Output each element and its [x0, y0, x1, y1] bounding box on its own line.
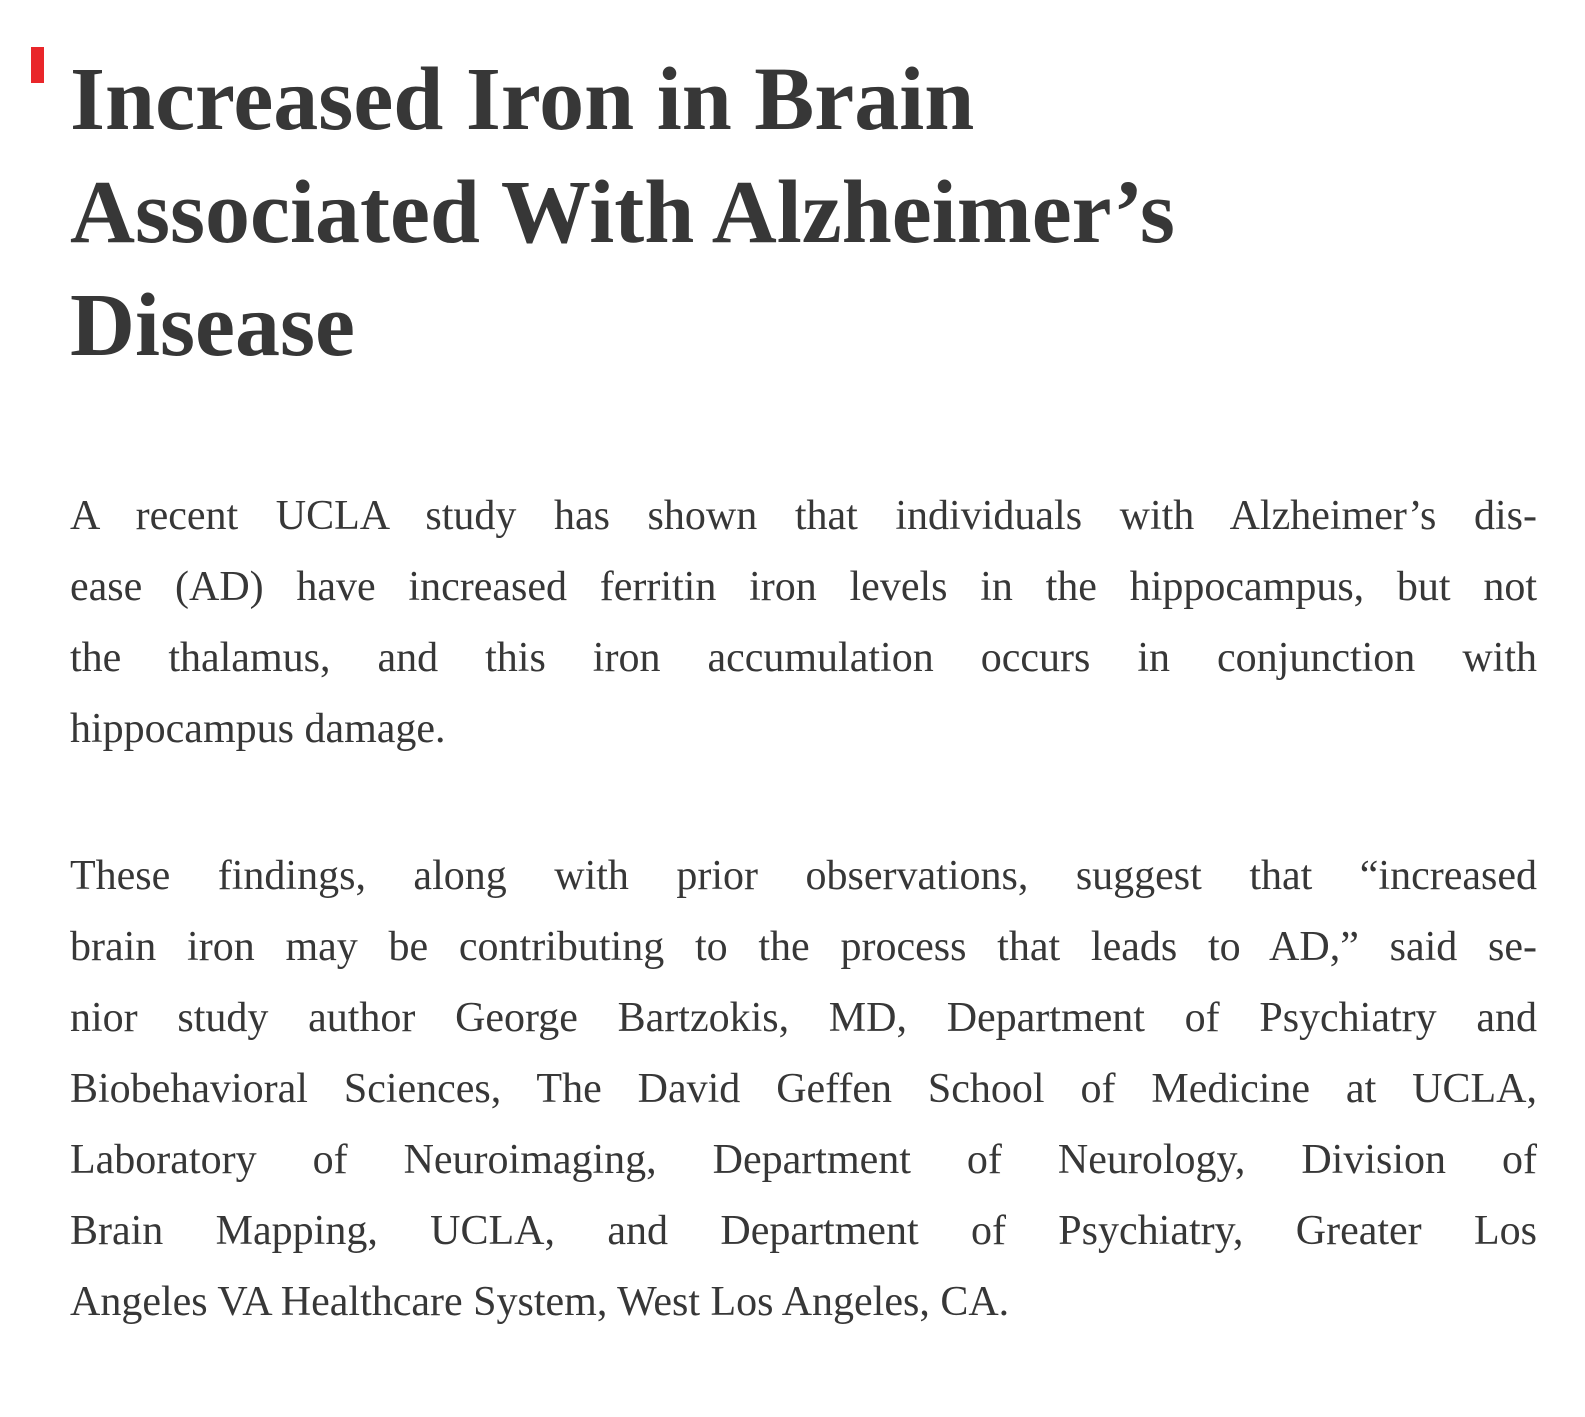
page-title: [70, 43, 1537, 382]
page-title-line: Disease: [70, 276, 355, 375]
page-title-line: Increased Iron in Brain: [70, 50, 975, 149]
text-line: Biobehavioral Sciences, The David Geffen School of Medicine at UCLA,: [70, 1066, 1537, 1112]
paragraph-1: [70, 481, 1537, 765]
accent-bar: [31, 47, 44, 83]
text-line: Laboratory of Neuroimaging, Department of Neurology, Division of: [70, 1137, 1537, 1183]
page-title-line: Associated With Alzheimer’s: [70, 163, 1175, 262]
text-line: Brain Mapping, UCLA, and Department of Psychiatry, Greater Los: [70, 1208, 1537, 1254]
paragraph-2: [70, 841, 1537, 1338]
text-line: the thalamus, and this iron accumulation occurs in conjunction with: [70, 635, 1537, 681]
text-line: ease (AD) have increased ferritin iron levels in the hippocampus, but not: [70, 564, 1537, 610]
article: [0, 43, 1585, 1338]
text-line: hippocampus damage.: [70, 706, 446, 752]
text-line: nior study author George Bartzokis, MD, Department of Psychiatry and: [70, 995, 1537, 1041]
text-line: These findings, along with prior observations, suggest that “increased: [70, 853, 1537, 899]
text-line: A recent UCLA study has shown that individuals with Alzheimer’s dis-: [70, 493, 1537, 539]
text-line: Angeles VA Healthcare System, West Los Angeles, CA.: [70, 1279, 1010, 1325]
text-line: brain iron may be contributing to the process that leads to AD,” said se-: [70, 924, 1537, 970]
